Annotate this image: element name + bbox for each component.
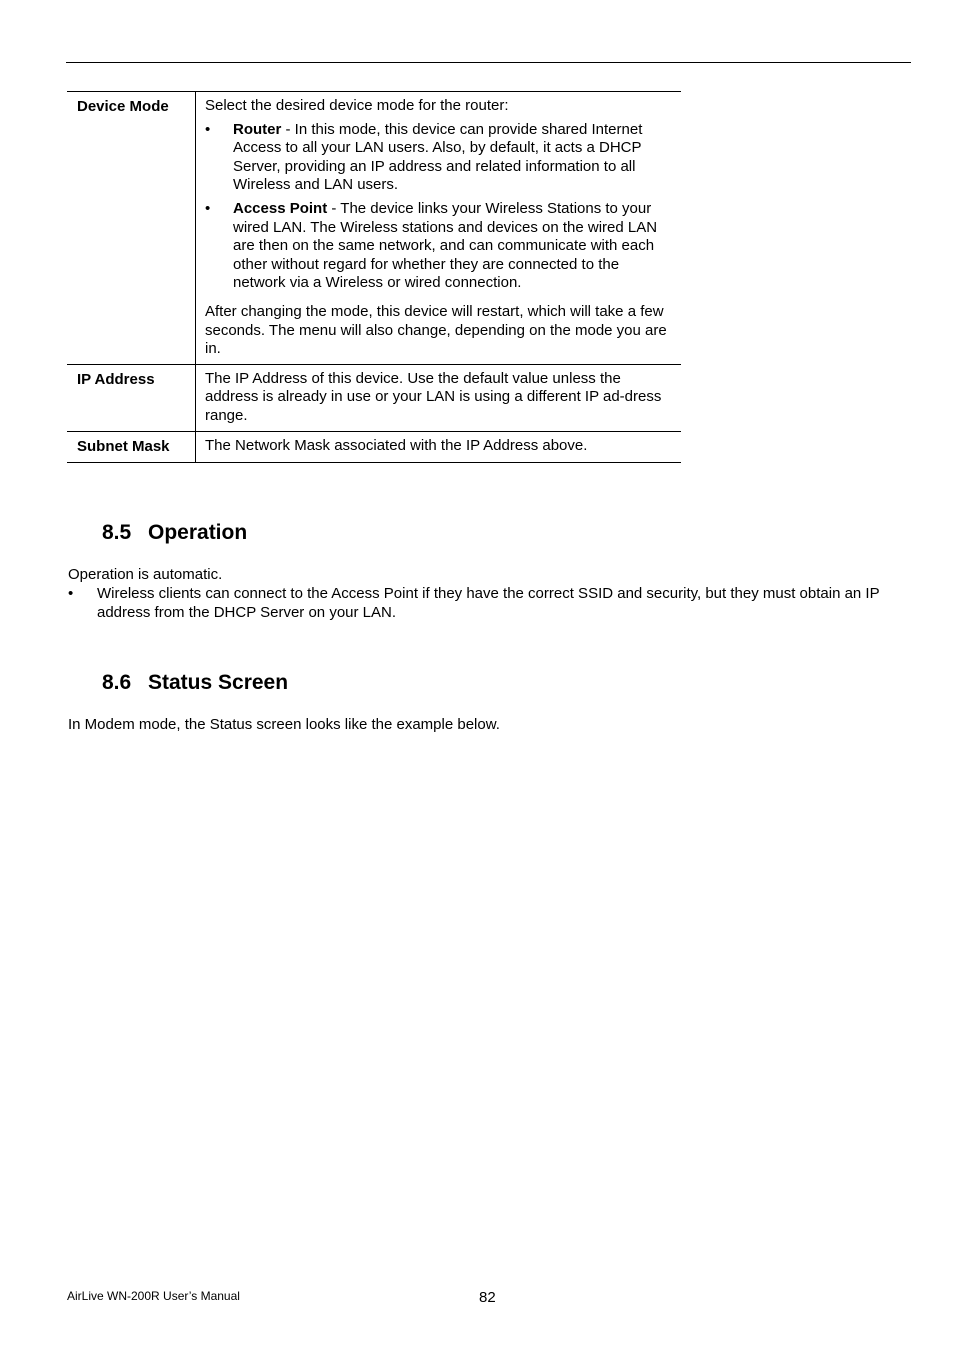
option-name: Access Point: [233, 199, 328, 217]
bullet-icon: •: [205, 120, 211, 138]
list-item: [68, 585, 908, 622]
table-row: [67, 431, 681, 463]
device-mode-intro: Select the desired device mode for the router:: [205, 97, 509, 114]
section-title: Status Screen: [148, 671, 289, 694]
header-rule: [66, 62, 911, 63]
status-intro: In Modem mode, the Status screen looks like the example below.: [68, 716, 500, 733]
footer-manual-title: AirLive WN-200R User’s Manual: [67, 1289, 240, 1303]
option-text: - The device links your Wireless Stations to your wired LAN. The Wireless stations and devices on the wired LAN are then on the same network, and can communicate with each other without regard for whether they are connected to the network via a Wireless or wired connection.: [233, 199, 658, 292]
bullet-icon: •: [205, 199, 211, 217]
row-label: Subnet Mask: [67, 431, 196, 463]
list-item: [205, 121, 675, 195]
parameter-table: [67, 91, 681, 463]
row-description: The IP Address of this device. Use the default value unless the address is already in use or your LAN is using a different IP ad-dress range.: [196, 364, 682, 431]
section-number: 8.6: [102, 671, 132, 694]
bullet-icon: •: [68, 585, 74, 602]
row-description: [196, 92, 682, 365]
table-row: [67, 92, 681, 365]
section-heading-operation: [102, 521, 247, 545]
row-description: The Network Mask associated with the IP Address above.: [196, 431, 682, 463]
table-row: [67, 364, 681, 431]
operation-bullets: [68, 585, 908, 622]
row-label: Device Mode: [67, 92, 196, 365]
bullet-text: Wireless clients can connect to the Access Point if they have the correct SSID and security, but they must obtain an IP address from the DHCP Server on your LAN.: [97, 585, 880, 621]
section-heading-status: [102, 671, 288, 695]
section-title: Operation: [148, 521, 248, 544]
section-number: 8.5: [102, 521, 132, 544]
operation-intro: Operation is automatic.: [68, 566, 223, 583]
page-number: 82: [479, 1289, 496, 1306]
option-name: Router: [233, 120, 282, 138]
row-label: IP Address: [67, 364, 196, 431]
list-item: [205, 200, 675, 293]
option-text: - In this mode, this device can provide shared Internet Access to all your LAN users. Also, by default, it acts a DHCP Server, providing an IP address and related information to all Wireless and LAN users.: [233, 120, 643, 194]
device-mode-options: [205, 121, 675, 293]
device-mode-note: After changing the mode, this device will restart, which will take a few seconds. The menu will also change, depending on the mode you are in.: [205, 302, 667, 358]
